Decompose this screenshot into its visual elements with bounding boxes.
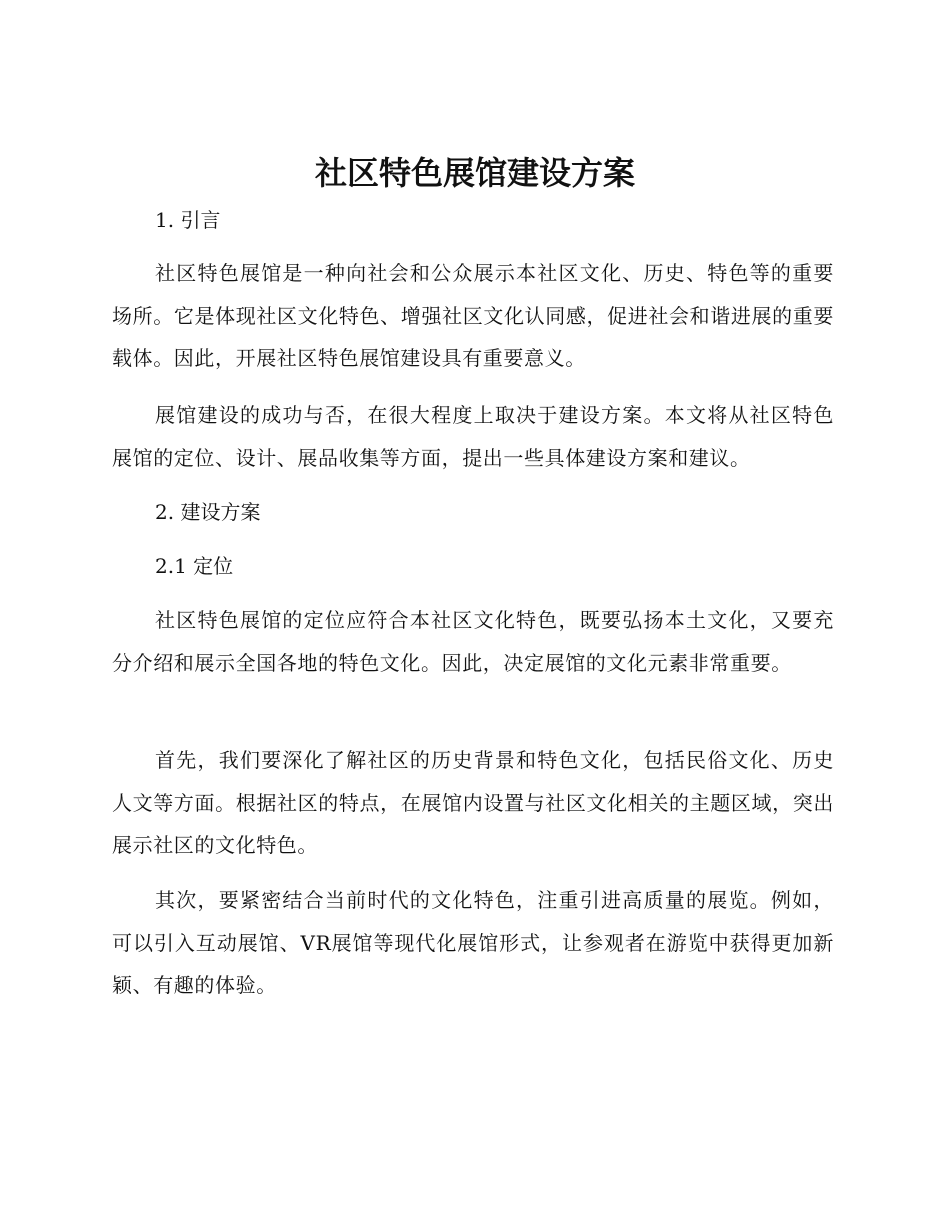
section-heading-positioning: 2.1 定位 [155, 554, 234, 578]
paragraph-positioning-1: 社区特色展馆的定位应符合本社区文化特色，既要弘扬本土文化，又要充分介绍和展示全国各地的特色文化。因此，决定展馆的文化元素非常重要。 [112, 608, 834, 675]
document-title: 社区特色展馆建设方案 [314, 154, 635, 192]
paragraph-positioning-2: 首先，我们要深化了解社区的历史背景和特色文化，包括民俗文化、历史人文等方面。根据社区的特点，在展馆内设置与社区文化相关的主题区域，突出展示社区的文化特色。 [112, 748, 834, 857]
section-heading-intro: 1. 引言 [155, 208, 221, 232]
paragraph-intro-2: 展馆建设的成功与否，在很大程度上取决于建设方案。本文将从社区特色展馆的定位、设计、展品收集等方面，提出一些具体建设方案和建议。 [112, 403, 834, 470]
section-heading-plan: 2. 建设方案 [155, 500, 261, 524]
paragraph-intro-1: 社区特色展馆是一种向社会和公众展示本社区文化、历史、特色等的重要场所。它是体现社区文化特色、增强社区文化认同感，促进社会和谐进展的重要载体。因此，开展社区特色展馆建设具有重要意义。 [112, 261, 834, 370]
paragraph-positioning-3: 其次，要紧密结合当前时代的文化特色，注重引进高质量的展览。例如，可以引入互动展馆、VR展馆等现代化展馆形式，让参观者在游览中获得更加新颖、有趣的体验。 [112, 888, 834, 997]
